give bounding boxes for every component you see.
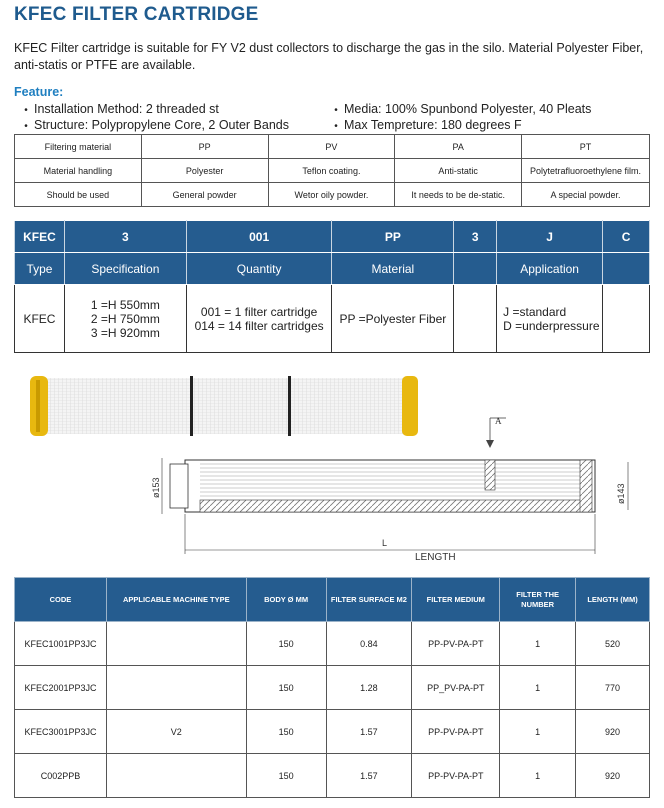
table-cell: Material handling <box>15 159 142 183</box>
code-cell: C <box>603 221 650 253</box>
code-application: J =standard D =underpressure <box>497 285 603 353</box>
table-row <box>15 285 650 353</box>
code-header: Application <box>497 253 603 285</box>
material-table <box>14 134 650 207</box>
table-cell: 770 <box>576 666 650 710</box>
column-header: FILTER SURFACE M2 <box>326 578 412 622</box>
table-cell: It needs to be de-static. <box>395 183 522 207</box>
code-cell: J <box>497 221 603 253</box>
table-cell: PT <box>522 135 650 159</box>
bullet-icon: • <box>24 121 28 132</box>
table-cell: Polyester <box>141 159 268 183</box>
code-header: Specification <box>64 253 186 285</box>
code-cell: 001 <box>186 221 332 253</box>
table-cell <box>106 666 246 710</box>
table-cell: V2 <box>106 710 246 754</box>
bullet-icon: • <box>24 105 28 116</box>
column-header: FILTER MEDIUM <box>412 578 500 622</box>
feature-item: • Installation Method: 2 threaded st <box>18 101 219 119</box>
table-cell: General powder <box>141 183 268 207</box>
dimension-label: L <box>382 538 388 548</box>
code-quantity: 001 = 1 filter cartridge 014 = 14 filter cartridges <box>186 285 332 353</box>
table-cell: 1 <box>500 754 576 798</box>
code-header: Material <box>332 253 454 285</box>
feature-item: • Max Tempreture: 180 degrees F <box>328 117 522 135</box>
intro-text: KFEC Filter cartridge is suitable for FY V2 dust collectors to discharge the gas in the silo. Material Polyester Fiber, anti-statis or PTFE are available. <box>14 41 644 72</box>
bullet-icon: • <box>334 121 338 132</box>
table-cell: KFEC3001PP3JC <box>15 710 107 754</box>
table-cell: C002PPB <box>15 754 107 798</box>
table-header-row <box>15 578 650 622</box>
table-cell: 1 <box>500 622 576 666</box>
table-cell: 150 <box>246 710 326 754</box>
length-label: LENGTH <box>415 552 456 563</box>
code-header: Quantity <box>186 253 332 285</box>
table-cell: PP-PV-PA-PT <box>412 754 500 798</box>
table-cell: KFEC2001PP3JC <box>15 666 107 710</box>
table-cell: PP-PV-PA-PT <box>412 710 500 754</box>
dimension-label: ø143 <box>616 483 626 504</box>
table-cell: Polytetrafluoroethylene film. <box>522 159 650 183</box>
code-empty <box>603 285 650 353</box>
code-type: KFEC <box>15 285 65 353</box>
table-cell: Wetor oily powder. <box>268 183 395 207</box>
table-row <box>15 159 650 183</box>
table-cell <box>106 754 246 798</box>
table-cell: 1.28 <box>326 666 412 710</box>
table-cell: Filtering material <box>15 135 142 159</box>
code-header <box>603 253 650 285</box>
column-header: FILTER THE NUMBER <box>500 578 576 622</box>
column-header: APPLICABLE MACHINE TYPE <box>106 578 246 622</box>
code-empty <box>454 285 497 353</box>
table-cell: Teflon coating. <box>268 159 395 183</box>
code-header <box>454 253 497 285</box>
table-cell: 1.57 <box>326 754 412 798</box>
table-cell <box>106 622 246 666</box>
table-cell: 1 <box>500 710 576 754</box>
table-cell: PP <box>141 135 268 159</box>
table-cell: 920 <box>576 710 650 754</box>
feature-item: • Media: 100% Spunbond Polyester, 40 Pleats <box>328 101 591 119</box>
table-cell: 520 <box>576 622 650 666</box>
table-row <box>15 221 650 253</box>
table-cell: PA <box>395 135 522 159</box>
code-cell: PP <box>332 221 454 253</box>
section-label: A <box>495 416 502 426</box>
table-cell: 1 <box>500 666 576 710</box>
table-cell: 150 <box>246 622 326 666</box>
table-cell: Should be used <box>15 183 142 207</box>
table-cell: 150 <box>246 754 326 798</box>
table-cell: 920 <box>576 754 650 798</box>
table-row <box>15 183 650 207</box>
code-spec: 1 =H 550mm 2 =H 750mm 3 =H 920mm <box>64 285 186 353</box>
table-row <box>15 666 650 710</box>
table-cell: 1.57 <box>326 710 412 754</box>
feature-item: • Structure: Polypropylene Core, 2 Outer Bands <box>18 117 289 135</box>
code-cell: KFEC <box>15 221 65 253</box>
table-cell: PP-PV-PA-PT <box>412 622 500 666</box>
code-material: PP =Polyester Fiber <box>332 285 454 353</box>
bullet-icon: • <box>334 105 338 116</box>
column-header: BODY Ø MM <box>246 578 326 622</box>
code-cell: 3 <box>64 221 186 253</box>
table-row <box>15 253 650 285</box>
feature-heading: Feature: <box>14 85 64 99</box>
technical-drawing <box>150 410 650 570</box>
dimension-label: ø153 <box>151 477 161 498</box>
table-row <box>15 710 650 754</box>
table-cell: A special powder. <box>522 183 650 207</box>
table-row <box>15 754 650 798</box>
table-cell: 0.84 <box>326 622 412 666</box>
code-header: Type <box>15 253 65 285</box>
table-cell: PP_PV-PA-PT <box>412 666 500 710</box>
column-header: CODE <box>15 578 107 622</box>
column-header: LENGTH (MM) <box>576 578 650 622</box>
table-cell: 150 <box>246 666 326 710</box>
code-cell: 3 <box>454 221 497 253</box>
table-cell: Anti-static <box>395 159 522 183</box>
table-cell: KFEC1001PP3JC <box>15 622 107 666</box>
table-cell: PV <box>268 135 395 159</box>
code-table <box>14 220 650 353</box>
page-title: KFEC FILTER CARTRIDGE <box>14 4 259 25</box>
table-row <box>15 622 650 666</box>
spec-table <box>14 577 650 798</box>
table-row <box>15 135 650 159</box>
